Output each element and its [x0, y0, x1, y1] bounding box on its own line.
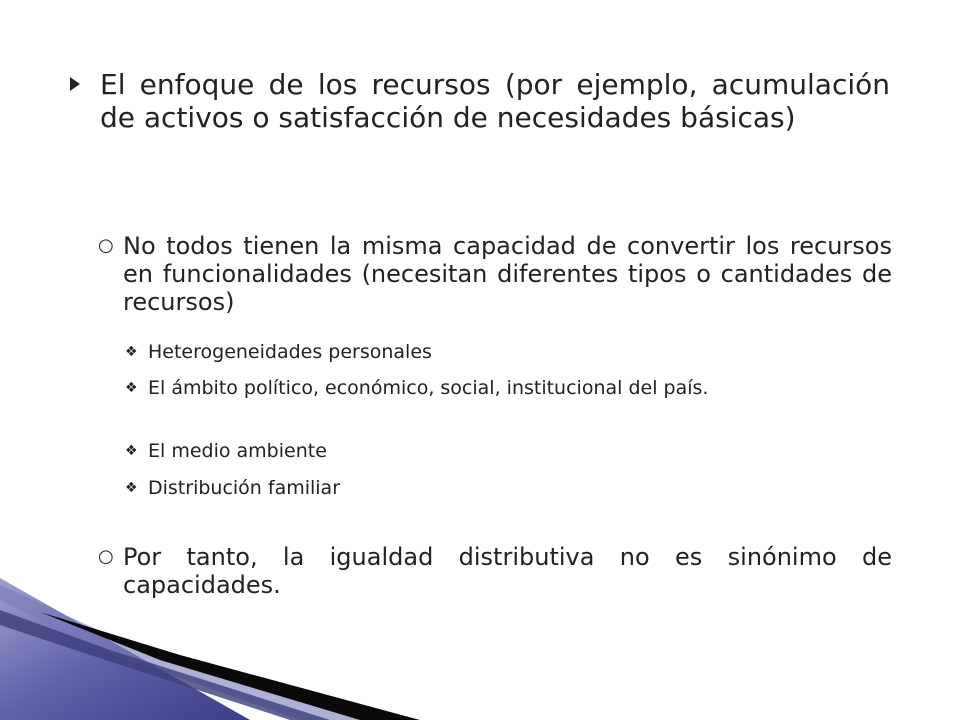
subsub-bullet-2-text: El ámbito político, económico, social, institucional del país. — [148, 377, 709, 399]
main-bullet-point — [70, 68, 890, 134]
subsub-bullet-1-text: Heterogeneidades personales — [148, 341, 432, 363]
subsub-bullet-2 — [125, 377, 892, 400]
sub-bullet-1 — [98, 232, 892, 316]
subsub-bullet-4-text: Distribución familiar — [148, 477, 341, 499]
subsub-bullet-1 — [125, 341, 892, 364]
decorative-corner-graphic — [0, 540, 960, 720]
subsub-bullet-3-text: El medio ambiente — [148, 440, 327, 462]
diamond-bullet-icon: ❖ — [125, 443, 138, 459]
diamond-bullet-icon: ❖ — [125, 380, 138, 396]
subsub-bullet-4 — [125, 477, 892, 500]
circle-bullet-icon: ○ — [98, 235, 114, 256]
circle-bullet-icon: ○ — [98, 546, 114, 567]
arrow-right-icon — [70, 77, 80, 91]
diamond-bullet-icon: ❖ — [125, 344, 138, 360]
sub-bullet-2-text: Por tanto, la igualdad distributiva no es sinónimo de capacidades. — [123, 543, 892, 599]
main-bullet-text: El enfoque de los recursos (por ejemplo, acumulación de activos o satisfacción de necesidades básicas) — [100, 68, 890, 134]
sub-bullet-1-text: No todos tienen la misma capacidad de convertir los recursos en funcionalidades (necesitan diferentes tipos o cantidades de recursos) — [123, 232, 892, 316]
subsub-bullet-3 — [125, 440, 892, 463]
diamond-bullet-icon: ❖ — [125, 480, 138, 496]
